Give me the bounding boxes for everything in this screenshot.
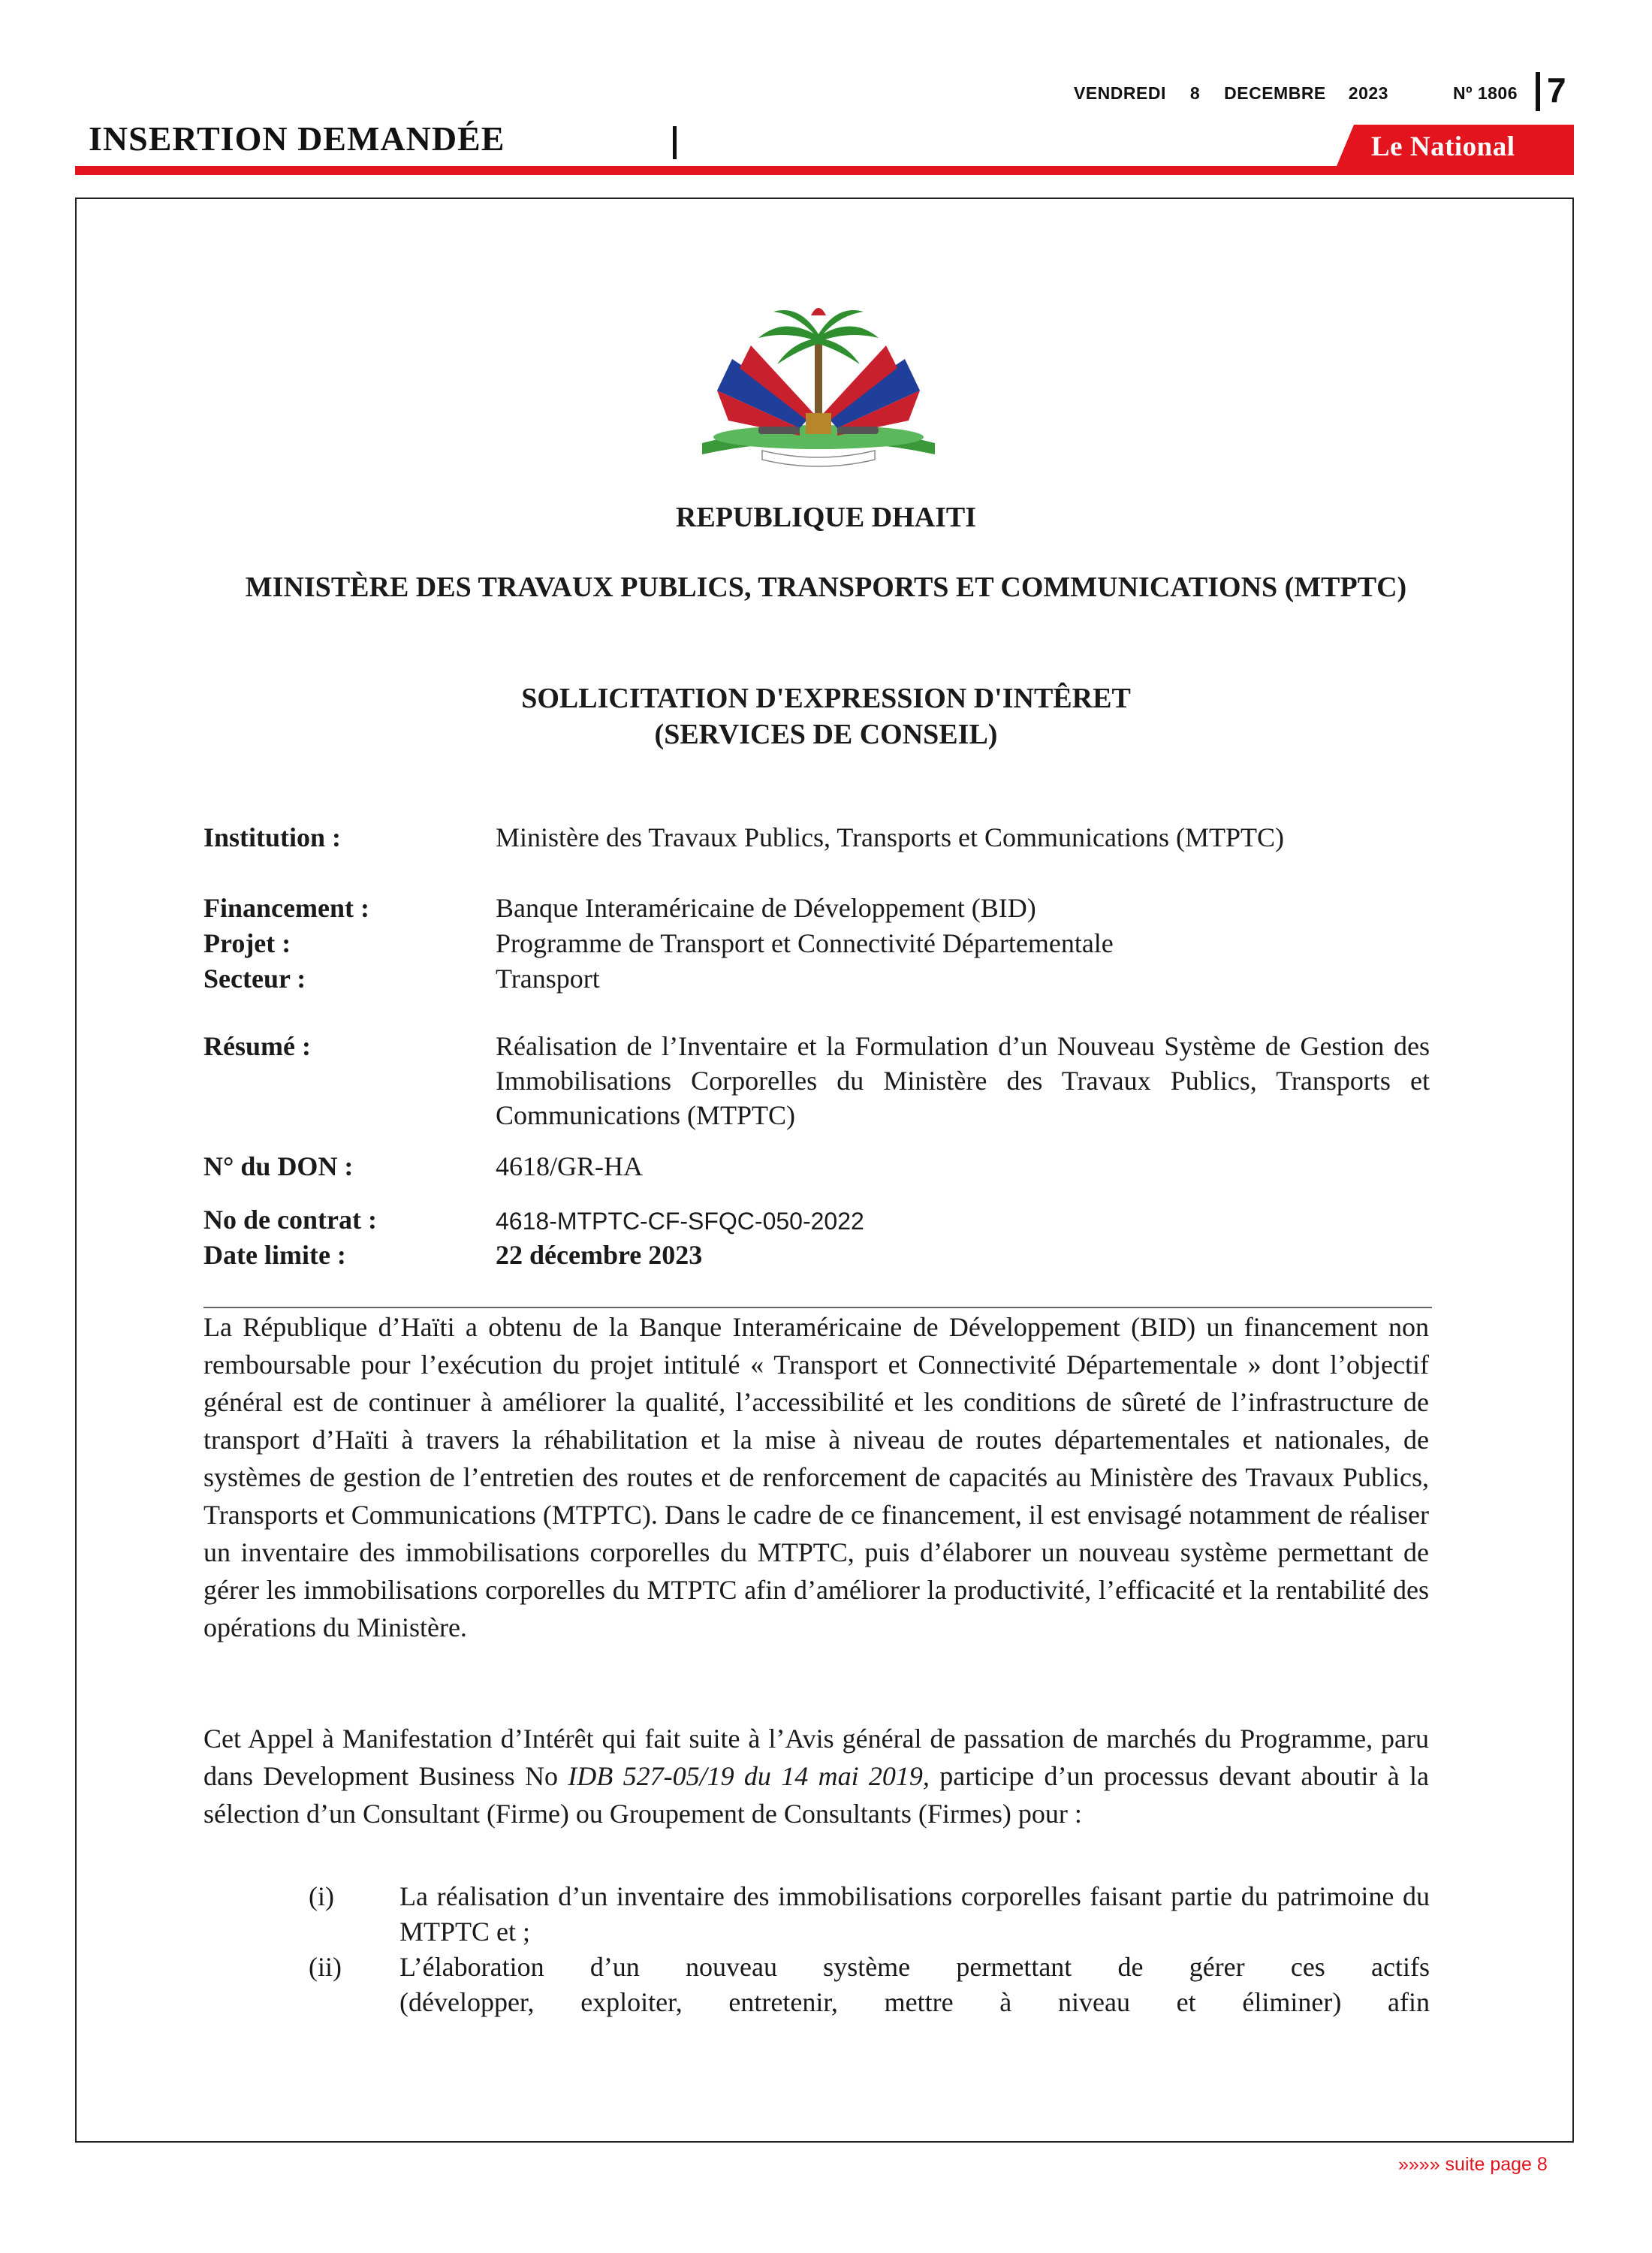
paragraph-2-reference: IDB 527-05/19 du 14 mai 2019, — [568, 1761, 930, 1791]
paragraph-2-text-b: participe d’un processus devant aboutir à la sélection d’un Consultant (Firme) ou Groupement de Consultants (Firmes) pour : — [203, 1761, 1430, 1829]
financement-value: Banque Interaméricaine de Développement (BID) — [496, 893, 1036, 923]
institution-label: Institution : — [203, 822, 342, 852]
heading-solicitation-line1: SOLLICITATION D'EXPRESSION D'INTÊRET — [521, 683, 1131, 714]
contrat-label: No de contrat : — [203, 1205, 377, 1235]
issue-month: DECEMBRE — [1224, 83, 1326, 103]
list-item-1-text: La réalisation d’un inventaire des immobilisations corporelles faisant partie du patrimoine du MTPTC et ; — [399, 1881, 1430, 1947]
page-number-divider — [1536, 72, 1540, 111]
resume-value: Réalisation de l’Inventaire et la Formulation d’un Nouveau Système de Gestion des Immobilisations Corporelles du Ministère des Travaux Publics, Transports et Communications (MTPTC) — [496, 1031, 1430, 1130]
institution-value: Ministère des Travaux Publics, Transports et Communications (MTPTC) — [496, 822, 1285, 852]
issue-date-number: 8 — [1189, 83, 1201, 103]
list-item-2-line1: L’élaboration d’un nouveau système permettant de gérer ces actifs — [399, 1952, 1430, 1982]
newspaper-brand-name: Le National — [1371, 131, 1515, 162]
body-paragraph-2 — [203, 1720, 1429, 1832]
financement-label: Financement : — [203, 893, 369, 923]
body-paragraph-1: La République d’Haïti a obtenu de la Banque Interaméricaine de Développement (BID) un financement non remboursable pour l’exécution du projet intitulé « Transport et Connectivité Départementale » dont l’objectif général est de continuer à améliorer la qualité, l’accessibilité et les conditions de sûreté de l’infrastructure de transport d’Haïti à travers la réhabilitation et la mise à niveau de routes départementales et nationales, de systèmes de gestion de l’entretien des routes et de renforcement de capacités au Ministère des Travaux Publics, Transports et Communications (MTPTC). Dans le cadre de ce financement, il est envisagé notamment de réaliser un inventaire des immobilisations corporelles du MTPTC, puis d’élaborer un nouveau système permettant de gérer les immobilisations corporelles du MTPTC afin d’améliorer la productivité, l’efficacité et la rentabilité des opérations du Ministère. — [203, 1312, 1429, 1642]
heading-solicitation-line2: (SERVICES DE CONSEIL) — [654, 719, 998, 750]
issue-day: VENDREDI — [1074, 83, 1166, 103]
paragraph-2-text-a: Cet Appel à Manifestation d’Intérêt qui fait suite à l’Avis général de passation de marchés du Programme, paru dans Development Business No — [203, 1724, 1429, 1791]
projet-value: Programme de Transport et Connectivité Départementale — [496, 928, 1114, 958]
heading-republic: REPUBLIQUE DHAITI — [675, 502, 977, 533]
issue-date-line — [1074, 78, 1524, 108]
don-value: 4618/GR-HA — [496, 1151, 643, 1181]
secteur-value: Transport — [496, 964, 600, 994]
section-title: INSERTION DEMANDÉE — [89, 119, 505, 158]
date-limite-value: 22 décembre 2023 — [496, 1240, 703, 1270]
continuation-link[interactable]: »»»» suite page 8 — [1398, 2154, 1548, 2175]
title-separator — [673, 126, 677, 159]
haiti-coat-of-arms-icon — [687, 300, 950, 469]
projet-label: Projet : — [203, 928, 291, 958]
secteur-label: Secteur : — [203, 964, 306, 994]
list-item-1-number: (i) — [309, 1881, 334, 1911]
list-item-2-line2: (développer, exploiter, entretenir, mettre à niveau et éliminer) afin — [399, 1987, 1430, 2017]
issue-year: 2023 — [1348, 83, 1388, 103]
list-item-2-number: (ii) — [309, 1952, 342, 1982]
resume-label: Résumé : — [203, 1031, 311, 1061]
heading-solicitation — [150, 680, 1502, 753]
heading-ministry-text: MINISTÈRE DES TRAVAUX PUBLICS, TRANSPORTS ET COMMUNICATIONS (MTPTC) — [245, 572, 1407, 603]
contrat-value: 4618-MTPTC-CF-SFQC-050-2022 — [496, 1208, 864, 1235]
date-limite-label: Date limite : — [203, 1240, 346, 1270]
issue-number: Nº 1806 — [1452, 83, 1518, 103]
heading-ministry — [188, 569, 1464, 605]
page-number: 7 — [1547, 71, 1566, 110]
don-label: N° du DON : — [203, 1151, 354, 1181]
